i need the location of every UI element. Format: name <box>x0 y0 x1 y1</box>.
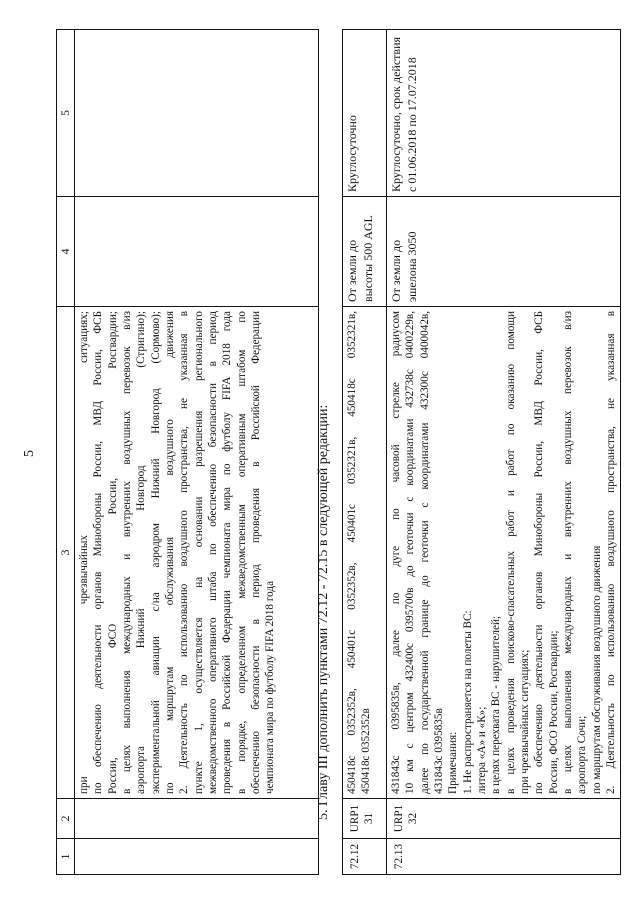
text-line: по обеспечению деятельности органов Минобороны России, МВД России, ФСБ <box>92 311 105 794</box>
text-line: 450418с 0352352в <box>360 708 373 794</box>
table-row <box>75 30 319 875</box>
zone-code-cell: URP132 <box>387 799 621 839</box>
text-line: экспериментальной авиации с/на аэродром Нижний Новгород (Сормово); <box>149 311 162 794</box>
text-line: 10 км с центром 432400с 0395700в до геоточки с координатами 432738с 0400229в, <box>404 311 417 794</box>
continuation-table <box>56 29 319 875</box>
page-number: 5 <box>22 450 37 457</box>
zone-code-cell: URP131 <box>343 799 387 839</box>
header-cell-2: 2 <box>57 799 75 839</box>
text-line: литера «А» и «К»; <box>475 706 488 794</box>
text-line: России, ФСО России, Росгвардии; <box>106 311 119 794</box>
text-line: в целях перехвата ВС - нарушителей; <box>490 615 503 794</box>
text-line: аэропорта Сочи; <box>576 715 589 794</box>
text-line: аэропорта Нижний Новгород (Стригино); <box>135 311 148 794</box>
row-number-cell <box>75 839 319 875</box>
time-cell: Круглосуточно <box>343 30 387 197</box>
text-line: пункте 1, осуществляется на основании разрешения регионального <box>192 311 205 794</box>
text-line: чемпионата мира по футболу FIFA 2018 года <box>264 580 277 794</box>
header-cell-1: 1 <box>57 839 75 875</box>
time-cell: Круглосуточно, срок действия с 01.06.2018 по 17.07.2018 <box>387 30 621 197</box>
text-line: в целях выполнения международных и внутренних воздушных перевозок в/из <box>561 311 574 794</box>
table-row <box>343 30 387 875</box>
header-row <box>57 30 75 875</box>
time-cell <box>75 30 319 197</box>
row-number-cell: 72.13 <box>387 839 621 875</box>
text-line: 450418с 0352352в, 450401с 0352352в, 450401с 0352321в, 450418с 0352321в, <box>346 311 358 794</box>
text-line: межведомственного оперативного штаба по обеспечению безопасности в период <box>206 311 219 794</box>
altitude-cell: От земли до эшелона 3050 <box>387 197 621 307</box>
text-line: при чрезвычайных ситуациях; <box>518 649 531 794</box>
text-line: 1. Не распространяется на полеты ВС: <box>461 610 474 794</box>
text-line: 431843с 0395835в <box>432 708 445 794</box>
section-title: 5. Главу III дополнить пунктами 72.12 - 72.15 в следующей редакции: <box>316 404 331 820</box>
text-line: проведения в Российской Федерации чемпионата мира по футболу FIFA 2018 года <box>221 311 234 794</box>
text-line: далее по государственной границе до геоточки с координатами 432300с 0400042в, <box>418 311 431 794</box>
altitude-cell <box>75 197 319 307</box>
header-cell-5: 5 <box>57 30 75 197</box>
amendment-table <box>342 29 621 875</box>
text-line: в целях выполнения международных и внутренних воздушных перевозок в/из <box>120 311 133 794</box>
altitude-cell: От земли до высоты 500 AGL <box>343 197 387 307</box>
text-line: при чрезвычайных ситуациях; <box>78 311 90 794</box>
zone-code-cell <box>75 799 319 839</box>
header-cell-4: 4 <box>57 197 75 307</box>
header-cell-3: 3 <box>57 307 75 799</box>
text-line: по маршрутам обслуживания воздушного движения <box>590 545 603 794</box>
zone-description-cell <box>387 307 621 799</box>
row-number-cell: 72.12 <box>343 839 387 875</box>
text-line: по маршрутам обслуживания воздушного движения <box>163 311 176 794</box>
text-line: 431843с 0395835в, далее по дуге по часовой стрелке радиусом <box>390 311 402 794</box>
zone-description-cell <box>343 307 387 799</box>
text-line: по обеспечению деятельности органов Минобороны России, МВД России, ФСБ <box>533 311 546 794</box>
text-line: России, ФСО России, Росгвардии; <box>547 630 560 794</box>
table-row <box>387 30 621 875</box>
text-line: Примечания: <box>447 731 460 794</box>
text-line: в порядке, определенном межведомственным оперативным штабом по <box>235 311 248 794</box>
zone-description-cell <box>75 307 319 799</box>
text-line: 2. Деятельность по использованию воздушного пространства, не указанная в <box>178 311 191 794</box>
text-line: 2. Деятельность по использованию воздушного пространства, не указанная в <box>604 311 617 794</box>
text-line: в целях проведения поисково-спасательных работ и работ по оказанию помощи <box>504 311 517 794</box>
text-line: обеспечению безопасности в период проведения в Российской Федерации <box>249 311 262 794</box>
